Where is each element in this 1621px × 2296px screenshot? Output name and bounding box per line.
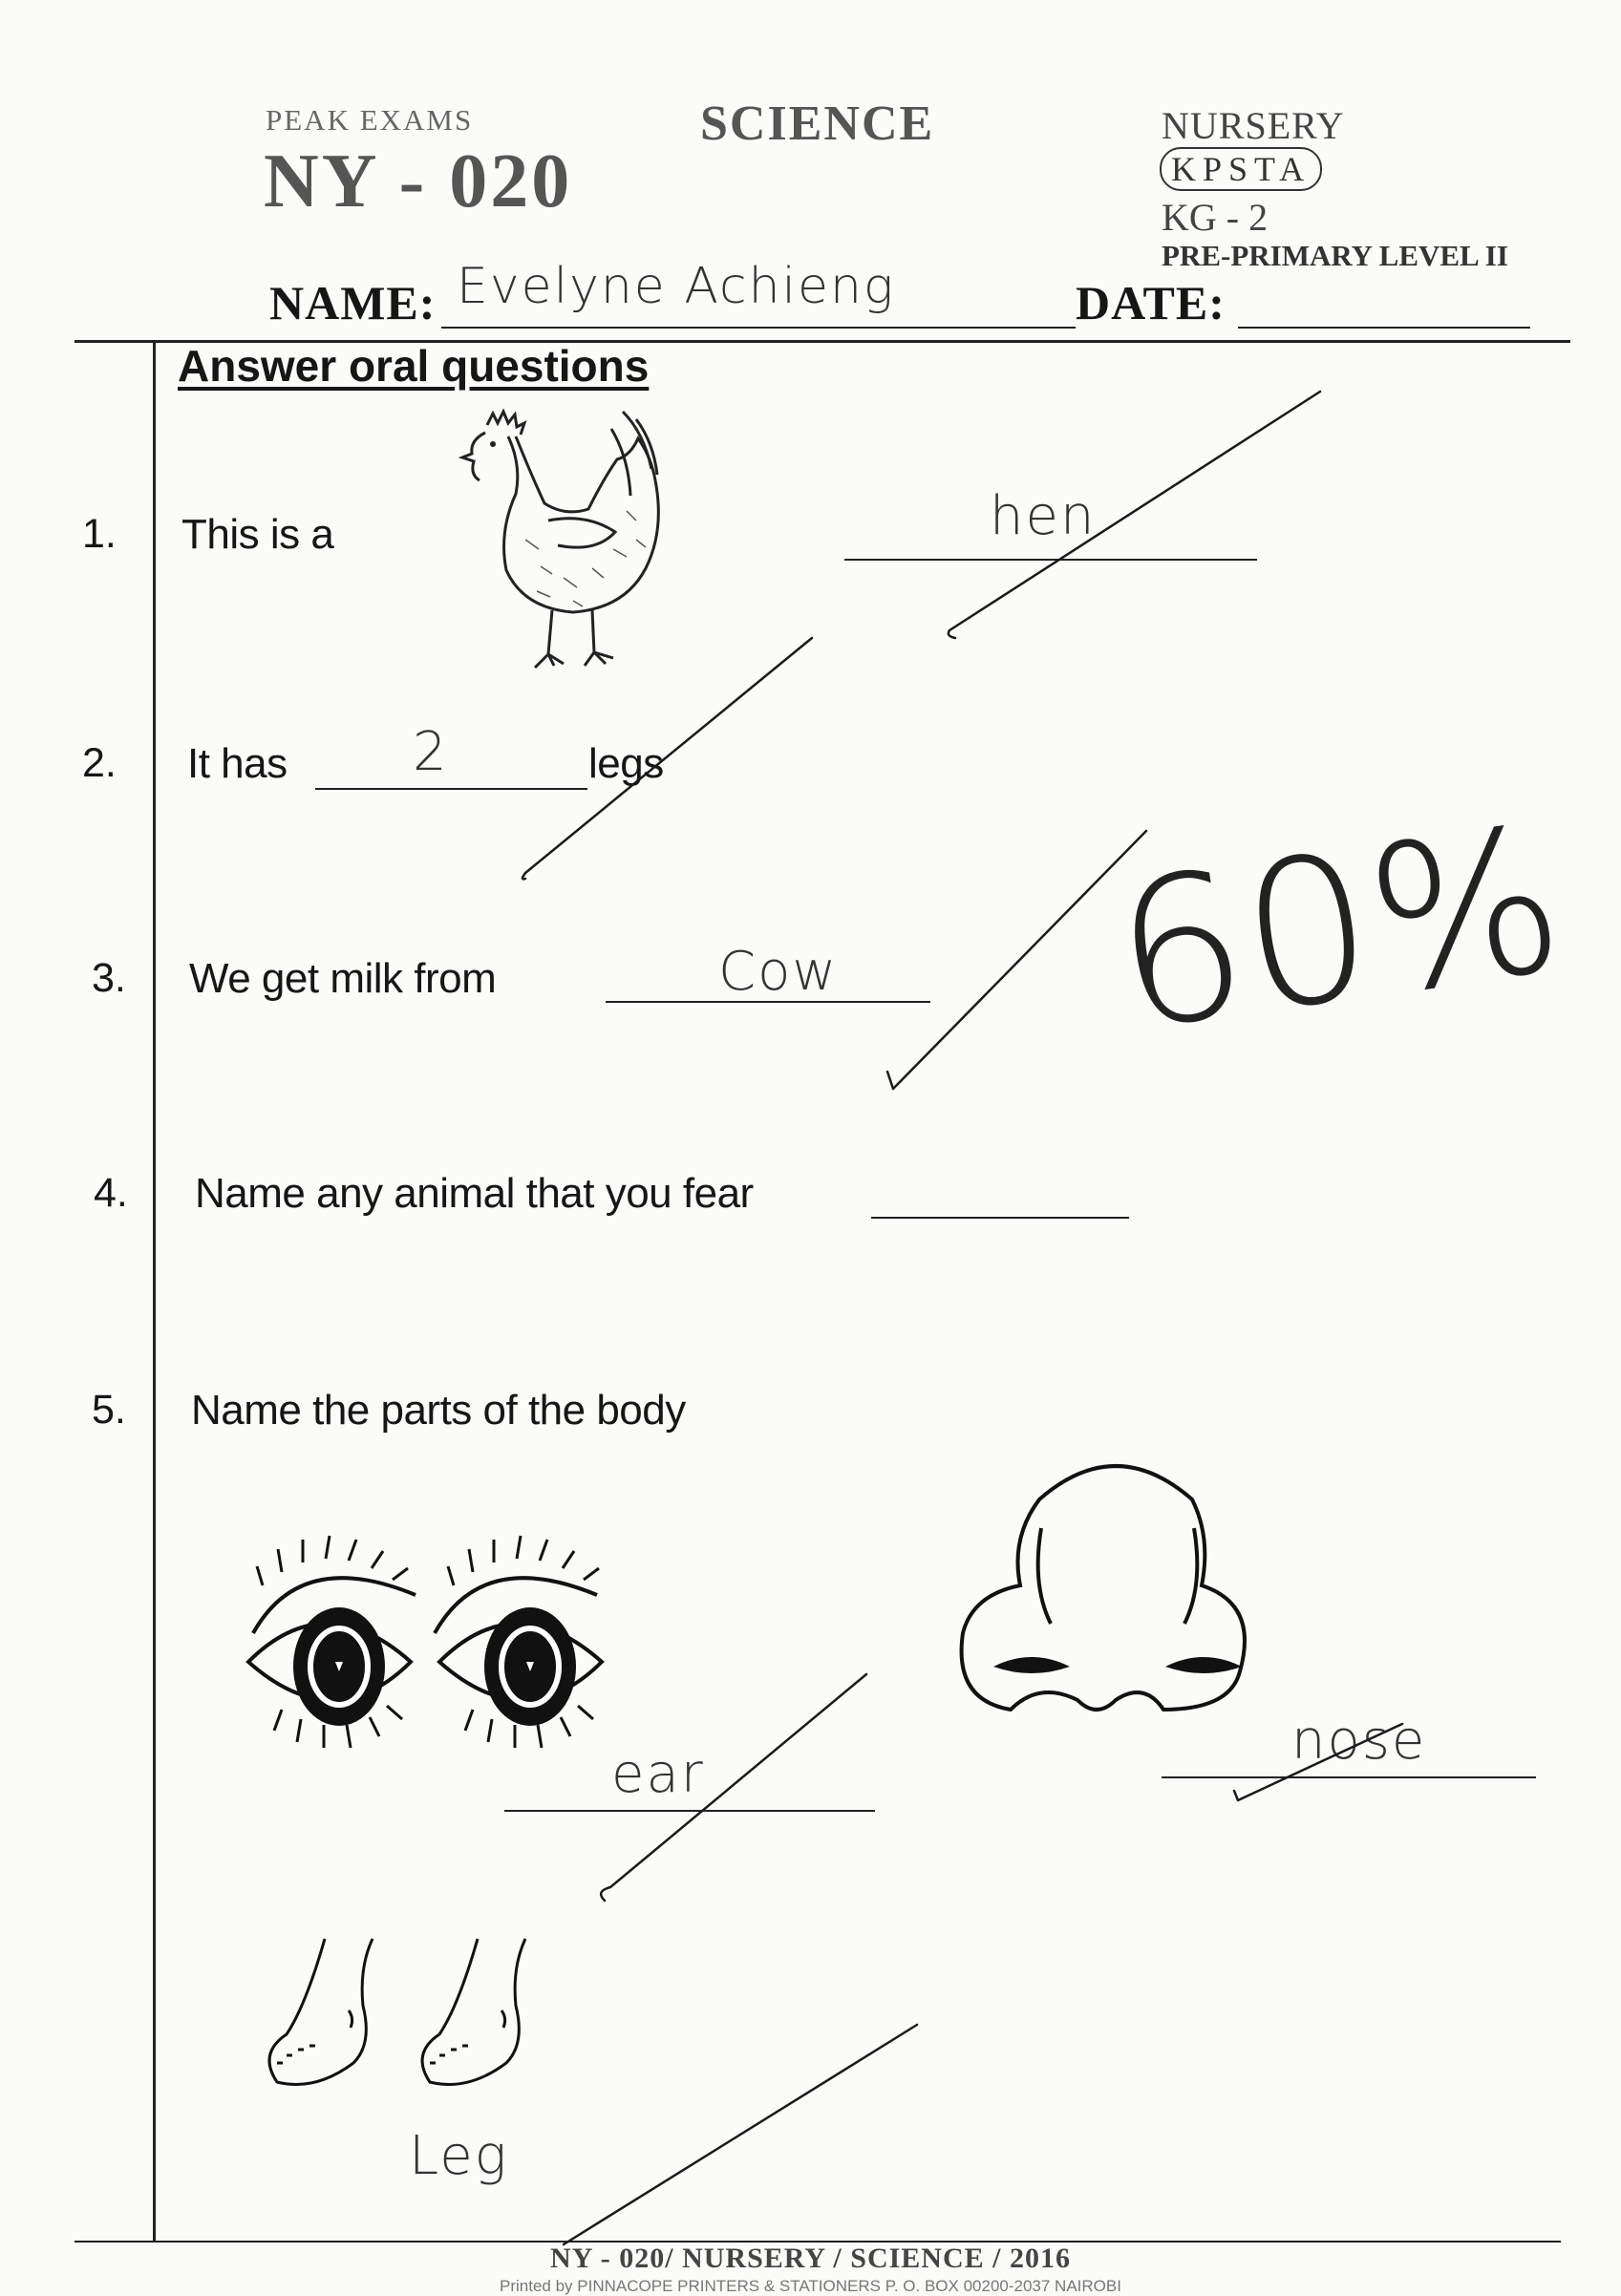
answer-legs-count[interactable]: 2 <box>413 721 449 783</box>
instructions-heading: Answer oral questions <box>178 341 650 391</box>
association-badge: KPSTA <box>1160 147 1322 191</box>
subject-title: SCIENCE <box>700 96 935 151</box>
paper-code: NY - 020 <box>264 139 573 223</box>
stage-label: PRE-PRIMARY LEVEL II <box>1162 239 1508 272</box>
answer-milk-source[interactable]: Cow <box>718 941 839 1003</box>
tick-mark <box>601 1674 866 1901</box>
question-number: 5. <box>92 1387 126 1433</box>
question-number: 4. <box>94 1170 128 1216</box>
question-number: 3. <box>92 955 126 1001</box>
tick-mark <box>1234 1724 1402 1800</box>
level-label: NURSERY <box>1162 104 1345 147</box>
question-text: We get milk from <box>189 955 497 1002</box>
tick-mark <box>523 638 812 879</box>
footer-code: NY - 020/ NURSERY / SCIENCE / 2016 <box>550 2243 1071 2274</box>
answer-eyes[interactable]: ear <box>611 1743 705 1805</box>
printer-credit: Printed by PINNACOPE PRINTERS & STATIONERS P. O. BOX 00200-2037 NAIROBI <box>500 2277 1121 2295</box>
date-label: DATE: <box>1076 276 1226 330</box>
grade-label: KG - 2 <box>1162 196 1269 239</box>
question-text-suffix: legs <box>588 740 664 787</box>
answer-hen[interactable]: hen <box>990 485 1097 547</box>
question-text: It has <box>187 740 288 787</box>
question-text: Name the parts of the body <box>191 1387 686 1434</box>
name-value[interactable]: Evelyne Achieng <box>457 258 896 315</box>
tick-mark <box>949 392 1320 638</box>
score-mark: 60% <box>1101 781 1576 1076</box>
question-text: This is a <box>181 511 334 558</box>
name-label: NAME: <box>269 276 437 330</box>
question-number: 1. <box>82 511 117 557</box>
answer-nose[interactable]: nose <box>1291 1710 1427 1772</box>
tick-mark <box>564 2025 917 2244</box>
question-text: Name any animal that you fear <box>195 1170 754 1217</box>
answer-legs[interactable]: Leg <box>409 2125 509 2187</box>
question-number: 2. <box>82 740 117 786</box>
publisher-label: PEAK EXAMS <box>266 103 474 137</box>
